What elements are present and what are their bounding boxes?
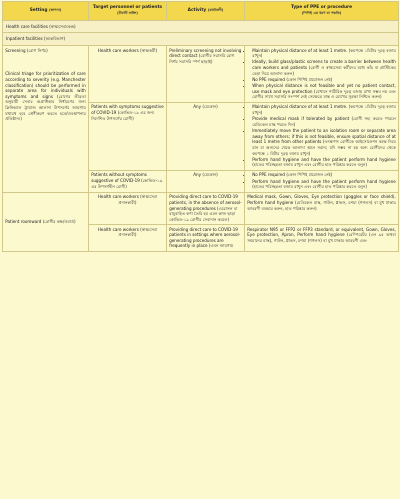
target-cell: Health care workers (স্বাস্থ্যসেবা প্রদানকারী)	[89, 225, 167, 252]
ppe-list-item: • Maintain physical distance of at least 1 metre. (কমপক্ষে ১মিটার দূরত্ব বজায় রাখুন)	[252, 48, 396, 59]
section-row-inpatient	[3, 33, 399, 46]
ppe-list-item: • Provide medical mask if tolerated by patient (রোগী সহ্য করতে পারলে মেডিকেল মাস্ক পরতে দিন)	[252, 116, 396, 127]
triage-note: Clinical triage for prioritization of care according to severity (e.g. Manchester classification) should be performed in separate area for individuals with symptoms and signs (রোগের তীব্রতা অনুযায়ী সেবার অগ্রাধিকার নির্ধারণের জন্য ক্লিনিক্যাল ট্রায়াজ আলাদা উপসর্গের জায়গায় যথাযথ হবে শ্রেণীকরণ করতে হবে/ব্যবস্থাপনার প্রতিষ্ঠান।)	[5, 71, 86, 122]
ppe-list-item: • Perform hand hygiene and have the patient perform hand hygiene (হাতের পরিচ্ছন্নতা বজায় রাখুন এবং রোগীর হাত পরিষ্কার করতে বলুন)	[252, 157, 396, 168]
target-cell: Patients without symptoms suggestive of COVID-19 (কোভিড-১৯ এর উপসর্গহীন রোগী)	[89, 170, 167, 192]
ppe-list-item: • Perform hand hygiene and have the patient perform hand hygiene (হাতের পরিচ্ছন্নতা বজায় রাখুন এবং রোগীর হাত পরিষ্কার করতে বলুন)	[252, 179, 396, 190]
target-cell: Health care workers (স্বাস্থ্যকর্মী)	[89, 46, 167, 103]
header-ppe: Type of PPE or procedure (পিপিই এর ধরণ বা পদ্ধতি)	[245, 2, 399, 21]
section-facilities: Health care facilities (স্বাস্থ্যসেবাকেন্দ্র)	[3, 20, 399, 33]
activity-cell: Any (যেকোন)	[167, 170, 245, 192]
ppe-list-item: • Ideally, build glass/plastic screens to create a barrier between health care workers and patients (রোগী ও স্বাস্থ্যসেবা কর্মীদের মধ্যে কাঁচ বা প্লাস্টিকের বেড়া দিয়ে আলাদা করুন)	[252, 59, 396, 76]
target-cell: Patients with symptoms suggestive of COVID-19 (কোভিড-১৯ এর জন্য নির্দেশিত উপসর্গের রোগী)	[89, 102, 167, 170]
activity-cell: Providing direct care to COVID-19 patients in settings where aerosol-generating procedures are frequently in place (এমন জায়গায়	[167, 225, 245, 252]
ppe-cell	[245, 102, 399, 170]
ppe-cell	[245, 170, 399, 192]
target-cell: Health care workers (স্বাস্থ্যসেবা প্রদানকারী)	[89, 192, 167, 224]
table-row	[3, 192, 399, 224]
activity-cell: Preliminary screening not involving direct contact (রোগীর সরাসরি রোগ নির্ণয় সরাসরি স্পর্শ ছাড়াই)	[167, 46, 245, 103]
setting-screening-label: Screening (রোগ নির্ণয়)	[5, 47, 48, 53]
section-row-facilities	[3, 20, 399, 33]
activity-cell: Any (যেকোন)	[167, 102, 245, 170]
header-activity: Activity (কার্যাবলী)	[167, 2, 245, 21]
ppe-cell: Medical mask, Gown, Gloves, Eye protection (goggles or face shield), Perform hand hygiene (মেডিকেল মাস্ক, গাউন, গ্লাভস, চশমা (গগলস) বা মুখ ঢাকার আবরণী ব্যবহার করুন, হাত পরিষ্কার করুন)	[245, 192, 399, 224]
header-setting: Setting (স্থাপনা)	[3, 2, 89, 21]
ppe-list-item: • No PPE required (কোন পিপিই প্রয়োজন নেই)	[252, 172, 396, 178]
table-header-row	[3, 2, 399, 21]
ppe-cell: Respirator N95 or FFP2 or FFP3 standard, or equivalent, Gown, Gloves, Eye protection, Apron, Perform hand hygiene (রেস্পিরেটর (এন ৯৫ অথবা সমমানের মাস্ক), গাউন, গ্লাভস, চশমা (গগলস) বা মুখ ঢাকার আবরণী এবং	[245, 225, 399, 252]
setting-roomward-cell: Patient roomward (রোগীর কক্ষ/ওয়ার্ড)	[3, 192, 89, 251]
header-target: Target personnel or patients (টার্গেট ব্যক্তি)	[89, 2, 167, 21]
ppe-list-item: • No PPE required (কোন পিপিই প্রয়োজন নেই)	[252, 77, 396, 83]
ppe-list-item: • Immediately move the patient to an isolation room or separate area away from others; if this is not feasible, ensure spatial distance of at least 1 metre from other patients (তৎক্ষণাৎ রোগীকে আইসোলেশন কক্ষে নিয়ে যান বা অন্যদের থেকে আলাদা স্থানে সরান; যদি সম্ভব না হয় অন্য রোগীদের থেকে কমপক্ষে ১ মিটার দূরত্ব বজায় রাখুন)	[252, 128, 396, 156]
section-inpatient: Inpatient facilities (আন্তবিভাগ)	[3, 33, 399, 46]
ppe-cell	[245, 46, 399, 103]
ppe-list-item: • Maintain physical distance of at least 1 metre. (কমপক্ষে ১মিটার দূরত্ব বজায় রাখুন)	[252, 104, 396, 115]
setting-screening-cell	[3, 46, 89, 193]
ppe-list-item: • When physical distance is not feasible and yet no patient contact, use mask and eye protection (যেখানে শারীরিক দূরত্ব বজায় রাখা সম্ভব নয় এবং রোগীর সাথে সরাসরি সংস্পর্শ নেই সেক্ষেত্রে মাস্ক ও চোখের সুরক্ষা নিশ্চিত করুন)	[252, 83, 396, 100]
table-row	[3, 46, 399, 103]
activity-cell: Providing direct care to COVID-19 patients, in the absence of aerosol-generating procedures (এরোসল বা বায়ুবাহিত কণা তৈরি হয় এমন কাজ ছাড়া কোভিড-১৯ রোগীর সেবাদান করলে)	[167, 192, 245, 224]
ppe-guidance-table	[2, 1, 399, 252]
